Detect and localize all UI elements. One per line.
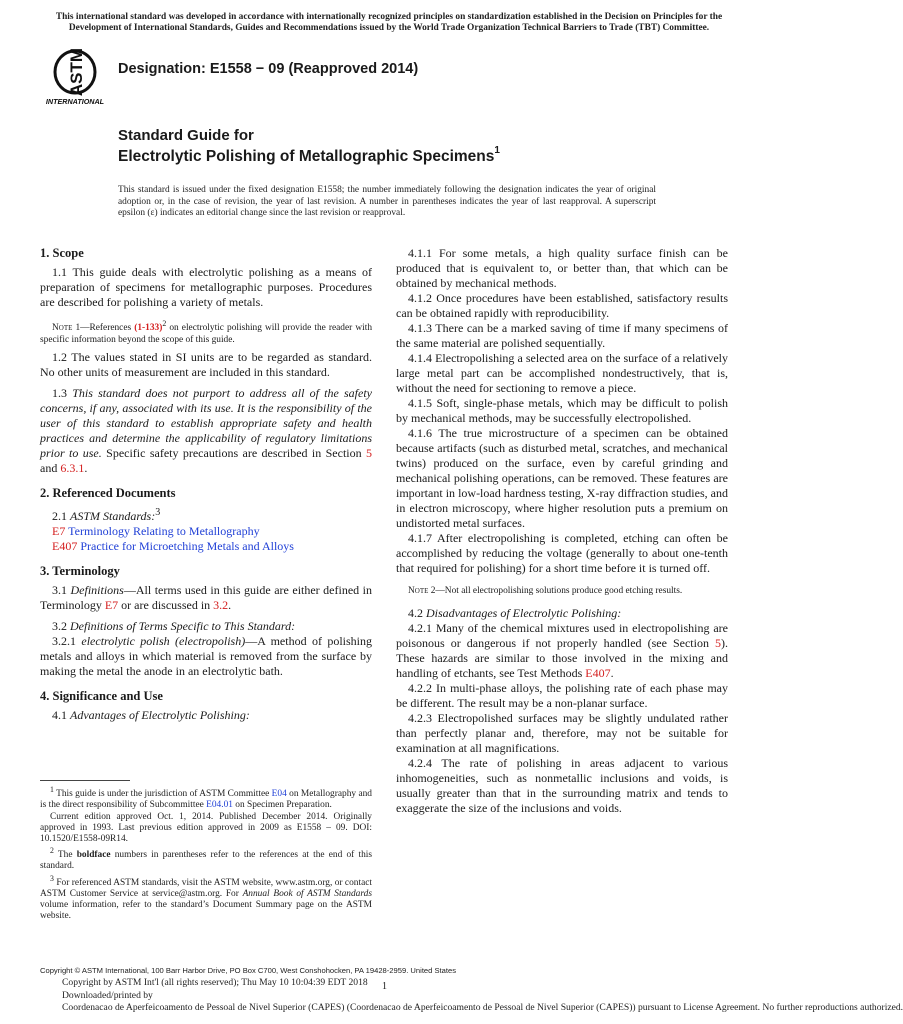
para-3-2-1-term: electrolytic polish (electropolish) bbox=[81, 634, 246, 649]
e04-link[interactable]: E04 bbox=[271, 789, 287, 800]
para-2-1 bbox=[40, 505, 372, 524]
note-2 bbox=[396, 586, 728, 598]
para-1-2: 1.2 The values stated in SI units are to be regarded as standard. No other units of measurement are included in this standard. bbox=[40, 350, 372, 380]
fn3-mark: 3 bbox=[50, 873, 54, 883]
footnotes bbox=[40, 784, 372, 923]
footnote-1 bbox=[40, 784, 372, 812]
fn3-b: volume information, refer to the standard’s Document Summary page on the ASTM website. bbox=[40, 900, 372, 922]
stamp-line-3: Coordenacao de Aperfeicoamento de Pessoal de Nivel Superior (CAPES) (Coordenacao de Aperfeicoamento de Pessoal de Nivel Superior (CAPES)) pursuant to License Agreement. No further reproductions authorized. bbox=[62, 1002, 903, 1013]
para-4-2-3: 4.2.3 Electropolished surfaces may be slightly undulated rather than perfectly planar and, therefore, may not be suitable for examination at all magnifications. bbox=[396, 710, 728, 755]
para-3-1-text: —All terms used in this guide are either defined in Terminology bbox=[40, 583, 373, 613]
para-4-2-1-b: ). These hazards are similar to those involved in the mixing and handling of etchants, see Test Methods bbox=[396, 635, 728, 680]
right-column bbox=[396, 246, 728, 816]
fn3-a: For referenced ASTM standards, visit the ASTM website, www.astm.org, or contact ASTM Customer Service at service@astm.org. For bbox=[40, 877, 372, 899]
svg-text:ASTM: ASTM bbox=[67, 47, 86, 97]
para-3-1 bbox=[40, 583, 372, 613]
para-1-3-and: and bbox=[40, 461, 61, 476]
copyright-line: Copyright © ASTM International, 100 Barr Harbor Drive, PO Box C700, West Conshohocken, PA 19428-2959. United States bbox=[40, 966, 457, 975]
note-2-text: —Not all electropolishing solutions produce good etching results. bbox=[435, 586, 683, 596]
title-footnote-mark: 1 bbox=[494, 145, 500, 156]
para-4-1-1: 4.1.1 For some metals, a high quality surface finish can be produced that is equivalent to, or better than, that which can be obtained by mechanical methods. bbox=[396, 246, 728, 290]
note-1-sup: 2 bbox=[162, 319, 167, 328]
section-6-3-1-link[interactable]: 6.3.1 bbox=[60, 461, 85, 476]
section-3-2-link[interactable]: 3.2 bbox=[213, 598, 229, 613]
para-4-2-1-a: 4.2.1 Many of the chemical mixtures used in electropolishing are poisonous or dangerous if not properly handled (see Section bbox=[396, 620, 728, 650]
para-4-2-4: 4.2.4 The rate of polishing in areas adjacent to various inhomogeneities, such as nonmetallic inclusions and voids, is usually greater than that in the surrounding matrix and tends to exaggerate the size of the inclusions and voids. bbox=[396, 755, 728, 815]
title-prefix: Standard Guide for bbox=[118, 127, 254, 144]
para-3-1-num: 3.1 bbox=[52, 583, 71, 598]
note-1 bbox=[40, 318, 372, 346]
footnote-rule bbox=[40, 780, 130, 781]
para-4-2-num: 4.2 bbox=[408, 605, 426, 620]
note-1-text-b: on electrolytic polishing will provide the reader with specific information beyond the scope of this guide. bbox=[40, 323, 373, 345]
ref-e7-code[interactable]: E7 bbox=[52, 524, 66, 539]
para-1-3 bbox=[40, 386, 372, 476]
para-3-2 bbox=[40, 619, 372, 634]
note-1-text-a: —References bbox=[80, 323, 135, 334]
para-2-1-sup: 3 bbox=[155, 507, 161, 519]
footnote-1-approval: Current edition approved Oct. 1, 2014. Published December 2014. Originally approved in 1993. Last previous edition approved in 2009 as E1558 – 09. DOI: 10.1520/E1558-09R14. bbox=[40, 811, 372, 844]
para-4-1-3: 4.1.3 There can be a marked saving of time if many specimens of the same material are polished sequentially. bbox=[396, 321, 728, 350]
para-4-2-2: 4.2.2 In multi-phase alloys, the polishing rate of each phase may be different. The result may be a non-planar surface. bbox=[396, 680, 728, 710]
section-5-link-2[interactable]: 5 bbox=[715, 635, 721, 650]
fn1-a: This guide is under the jurisdiction of ASTM Committee bbox=[53, 789, 272, 800]
para-4-2 bbox=[396, 606, 728, 621]
title-text: Electrolytic Polishing of Metallographic Specimens bbox=[118, 148, 495, 166]
footnote-3 bbox=[40, 873, 372, 923]
para-1-3-safety: This standard does not purport to address all of the safety concerns, if any, associated with its use. It is the responsibility of the user of this standard to establish appropriate safety and health practices and determine the applicability of regulatory limitations prior to use. bbox=[40, 386, 372, 461]
fn1-c: on Specimen Preparation. bbox=[232, 800, 332, 811]
ref-link-1-133[interactable]: (1-133) bbox=[134, 323, 163, 334]
para-4-1-4: 4.1.4 Electropolishing a selected area on the surface of a relatively large metal part can be accomplished nondestructively, that is, without the need for sectioning to remove a piece. bbox=[396, 351, 728, 395]
note-1-label: Note 1 bbox=[52, 323, 81, 334]
fn2-mark: 2 bbox=[50, 846, 54, 856]
para-2-1-italic: ASTM Standards: bbox=[70, 509, 156, 524]
para-4-2-1 bbox=[396, 621, 728, 681]
section-1-heading: 1. Scope bbox=[40, 246, 84, 260]
para-3-1-italic: Definitions bbox=[70, 583, 124, 598]
fn2-bold: boldface bbox=[76, 850, 111, 861]
para-1-1: 1.1 This guide deals with electrolytic polishing as a means of preparation of specimens for metallographic purposes. Procedures are described for polishing a variety of metals. bbox=[40, 265, 372, 309]
para-4-1-6: 4.1.6 The true microstructure of a specimen can be obtained because artifacts (such as disturbed metal, scratches, and mechanical twins) produced on the surface, even by careful grinding and mechanical polishing operations, can be removed. These features are important in low-load hardness testing, X-ray diffraction studies, and in electron microscopy, where higher resolution puts a premium on undistorted metal surfaces. bbox=[396, 426, 728, 530]
para-3-1-mid: or are discussed in bbox=[118, 598, 214, 613]
fn2-b: numbers in parentheses refer to the references at the end of this standard. bbox=[40, 850, 373, 872]
e04-01-link[interactable]: E04.01 bbox=[206, 800, 233, 811]
para-4-2-italic: Disadvantages of Electrolytic Polishing: bbox=[426, 605, 622, 620]
para-4-1-5: 4.1.5 Soft, single-phase metals, which may be difficult to polish by mechanical methods, may be successfully electropolished. bbox=[396, 396, 728, 425]
download-stamp bbox=[62, 977, 903, 1015]
stamp-line-2: Downloaded/printed by bbox=[62, 989, 153, 1001]
fn2-a: The bbox=[53, 850, 77, 861]
ref-e407-title[interactable]: Practice for Microetching Metals and Alloys bbox=[77, 539, 294, 554]
tbt-notice: This international standard was developed in accordance with internationally recognized principles on standardization established in the Decision on Principles for the Development of International Standards, Guides and Recommendations issued by the World Trade Organization Technical Barriers to Trade (TBT) Committee. bbox=[55, 12, 723, 33]
designation: Designation: E1558 − 09 (Reapproved 2014) bbox=[118, 61, 419, 77]
para-3-1-end: . bbox=[228, 598, 232, 613]
para-3-2-1-text: —A method of polishing metals and alloys in which material is removed from the surface by making the metal the anode in an electrolytic bath. bbox=[40, 634, 372, 679]
ref-e407-code[interactable]: E407 bbox=[52, 539, 78, 554]
footnote-2 bbox=[40, 845, 372, 873]
para-4-1-num: 4.1 bbox=[52, 708, 70, 723]
para-1-3-num: 1.3 bbox=[52, 386, 73, 401]
para-3-2-italic: Definitions of Terms Specific to This Standard: bbox=[70, 619, 296, 634]
para-4-1-2: 4.1.2 Once procedures have been established, satisfactory results can be obtained rapidly with reproducibility. bbox=[396, 291, 728, 320]
section-4-heading: 4. Significance and Use bbox=[40, 689, 163, 704]
section-3-heading: 3. Terminology bbox=[40, 564, 120, 579]
ref-e7-inline[interactable]: E7 bbox=[104, 598, 119, 613]
para-4-2-1-c: . bbox=[610, 665, 614, 680]
document-title bbox=[118, 147, 500, 166]
referenced-doc-e407[interactable] bbox=[40, 539, 372, 554]
para-3-2-1-num: 3.2.1 bbox=[52, 634, 82, 649]
section-5-link[interactable]: 5 bbox=[366, 446, 372, 461]
para-1-3-tail: Specific safety precautions are described in Section bbox=[101, 446, 366, 461]
para-4-1-italic: Advantages of Electrolytic Polishing: bbox=[70, 708, 250, 723]
para-3-2-1 bbox=[40, 634, 372, 679]
page-number: 1 bbox=[382, 981, 387, 992]
para-4-1 bbox=[40, 708, 372, 723]
astm-logo bbox=[40, 48, 110, 106]
fn1-b: on Metallography and is the direct responsibility of Subcommittee bbox=[40, 789, 372, 811]
section-2-heading: 2. Referenced Documents bbox=[40, 486, 176, 501]
fn1-mark: 1 bbox=[50, 785, 54, 794]
referenced-doc-e7[interactable] bbox=[40, 524, 372, 539]
para-2-1-num: 2.1 bbox=[52, 509, 70, 524]
para-3-2-num: 3.2 bbox=[52, 619, 70, 634]
stamp-line-1: Copyright by ASTM Int'l (all rights reserved); Thu May 10 10:04:39 EDT 2018 bbox=[62, 977, 368, 988]
fn3-italic: Annual Book of ASTM Standards bbox=[242, 889, 372, 899]
left-column bbox=[40, 246, 372, 723]
logo-wordmark: INTERNATIONAL bbox=[45, 97, 105, 106]
para-4-1-7: 4.1.7 After electropolishing is completed, etching can often be accomplished by reducing the voltage (generally to about one-tenth that required for polishing) for a short time before it is turned off. bbox=[396, 531, 728, 575]
ref-e7-title[interactable]: Terminology Relating to Metallography bbox=[65, 524, 260, 539]
para-1-3-end: . bbox=[84, 461, 88, 476]
note-2-label: Note 2 bbox=[408, 586, 436, 596]
e407-link-inline[interactable]: E407 bbox=[585, 665, 611, 680]
issuance-statement: This standard is issued under the fixed designation E1558; the number immediately following the designation indicates the year of original adoption or, in the case of revision, the year of last revision. A number in parentheses indicates the year of last reapproval. A superscript epsilon (ε) indicates an editorial change since the last revision or reapproval. bbox=[118, 185, 656, 218]
